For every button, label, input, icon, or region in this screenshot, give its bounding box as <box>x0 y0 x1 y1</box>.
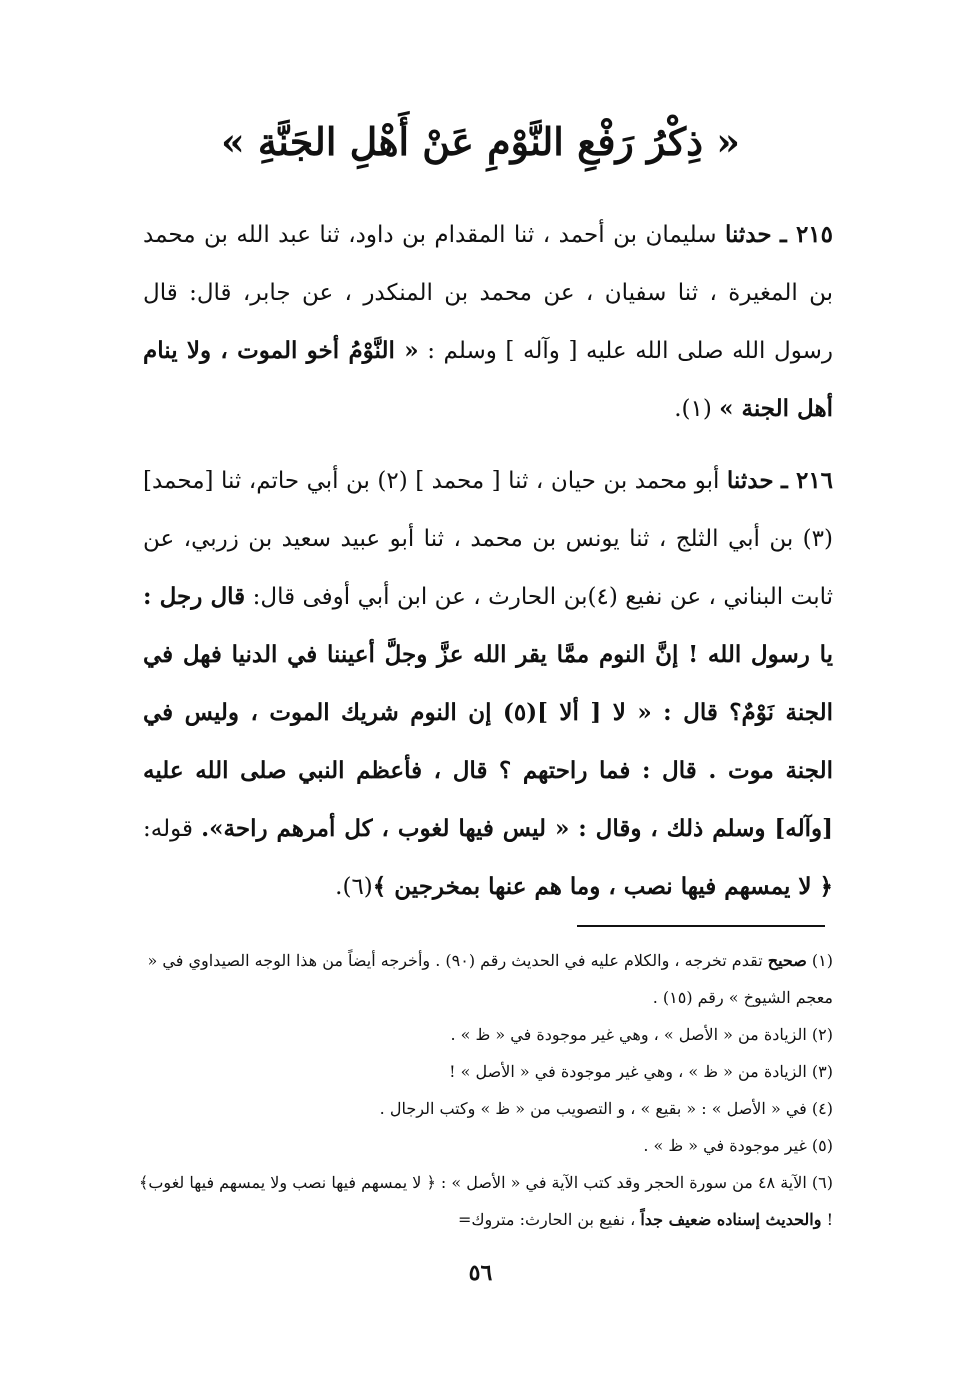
footnote-text: الزيادة من « ظ » ، وهي غير موجودة في « الأصل » ! <box>449 1062 807 1081</box>
section-title: « ذِكْرُ رَفْعِ النَّوْمِ عَنْ أَهْلِ الجَنَّةِ » <box>220 119 741 164</box>
footnote-separator <box>577 925 825 927</box>
footnote-ref: (١). <box>674 396 712 422</box>
footnote-6 <box>133 1164 833 1238</box>
hadith-isnad: أبو محمد بن حيان ، ثنا [ محمد ] (٢) بن أبي حاتم، ثنا [محمد] (٣) بن أبي الثلج ، ثنا يونس بن محمد ، ثنا أبو عبيد سعيد بن زربي، عن ثابت البناني ، عن نفيع (٤)بن الحارث ، عن ابن أبي أوفى قال: <box>143 468 834 610</box>
hadith-number: ٢١٦ ـ <box>781 467 834 494</box>
hadith-lead: حدثنا <box>724 221 772 248</box>
page-number: ٥٦ <box>468 1260 493 1286</box>
footnote-text: تقدم تخرجه ، والكلام عليه في الحديث رقم (٩٠) . وأخرجه أيضاً من هذا الوجه الصيداوي في « معجم الشيوخ » رقم (١٥) . <box>147 951 833 1007</box>
footnote-label: (٤) <box>811 1099 833 1118</box>
footnote-label: (٥) <box>811 1136 833 1155</box>
footnote-ref: (٦). <box>335 874 373 900</box>
hadith-matn: « النَّوْمُ أخو الموت ، ولا ينام أهل الجنة » <box>143 337 833 422</box>
footnote-text: في « الأصل » : « بقيع » ، و التصويب من « ظ » وكتب الرجال . <box>379 1099 807 1118</box>
hadith-216 <box>143 452 833 916</box>
footnote-4 <box>133 1090 833 1127</box>
footnote-5 <box>133 1127 833 1164</box>
hadith-number: ٢١٥ ـ <box>780 221 834 248</box>
hadith-matn: قال رجل : يا رسول الله ! إنَّ النوم ممَّا يقر الله عزَّ وجلَّ أعيننا في الدنيا فهل في الجنة نَوْمٌ؟ قال : « لا [ ألا ](٥) إن النوم شريك الموت ، وليس في الجنة موت . قال : فما راحتهم ؟ قال ، فأعظم النبي صلى الله عليه [وآله] وسلم ذلك ، وقال : « ليس فيها لغوب ، كل أمرهم راحة». <box>143 583 834 842</box>
footnote-3 <box>133 1053 833 1090</box>
main-text <box>143 206 833 930</box>
footnote-label: (٢) <box>811 1025 833 1044</box>
footnote-label: (٣) <box>811 1062 833 1081</box>
hadith-isnad: سليمان بن أحمد ، ثنا المقدام بن داود، ثنا عبد الله بن محمد بن المغيرة ، ثنا سفيان ، عن محمد بن المنكدر ، عن جابر، قال: قال رسول الله صلى الله عليه [ وآله ] وسلم : <box>143 222 834 364</box>
footnote-label: (١) <box>811 951 833 970</box>
footnote-grade: والحديث إسناده ضعيف جداً <box>640 1210 822 1229</box>
footnote-text: الآية ٤٨ من سورة الحجر وقد كتب الآية في « الأصل » : ﴿ لا يمسهم فيها نصب ولا يمسهم فيها لغوب﴾ ! <box>138 1173 833 1229</box>
footnote-label: (٦) <box>811 1173 833 1192</box>
footnote-1 <box>133 942 833 1016</box>
quran-verse: ﴿ لا يمسهم فيها نصب ، وما هم عنها بمخرجين ﴾ <box>372 873 833 900</box>
footnote-text-continued: ، نفيع بن الحارث: متروك= <box>457 1210 636 1229</box>
footnote-2 <box>133 1016 833 1053</box>
footnotes <box>133 942 833 1238</box>
hadith-215 <box>143 206 833 438</box>
verse-intro: قوله: <box>143 816 193 842</box>
hadith-lead: حدثنا <box>726 467 774 494</box>
footnote-grade: صحيح <box>767 951 807 970</box>
footnote-text: غير موجودة في « ظ » . <box>643 1136 807 1155</box>
footnote-text: الزيادة من « الأصل » ، وهي غير موجودة في « ظ » . <box>450 1025 807 1044</box>
